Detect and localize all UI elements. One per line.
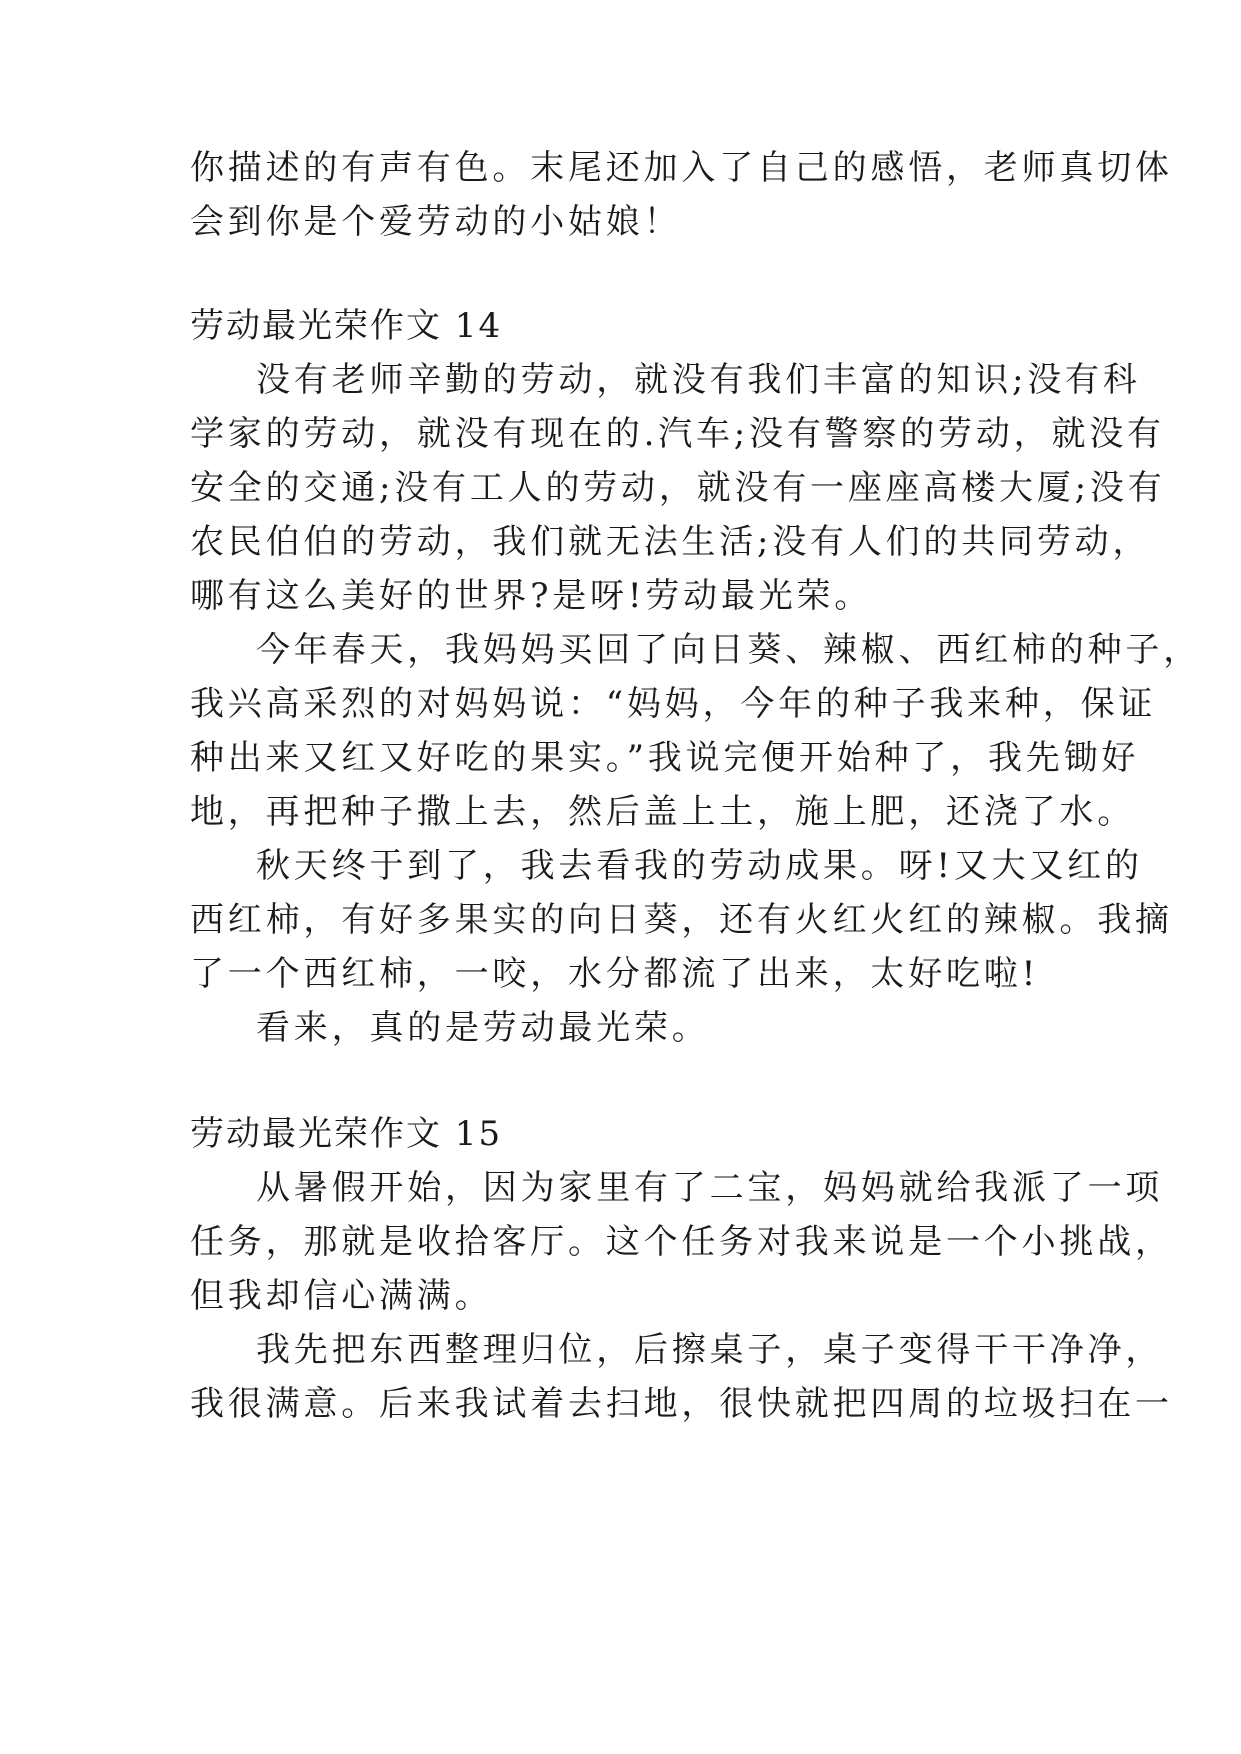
text-line: 哪有这么美好的世界?是呀!劳动最光荣。 xyxy=(190,576,873,616)
text-line: 但我却信心满满。 xyxy=(190,1276,493,1316)
text-line: 看来，真的是劳动最光荣。 xyxy=(256,1008,710,1048)
text-line: 没有老师辛勤的劳动，就没有我们丰富的知识;没有科 xyxy=(256,360,1141,400)
text-line: 任务，那就是收拾客厅。这个任务对我来说是一个小挑战， xyxy=(190,1222,1173,1262)
text-line: 会到你是个爱劳动的小姑娘！ xyxy=(190,202,682,242)
text-line: 我很满意。后来我试着去扫地，很快就把四周的垃圾扫在一 xyxy=(190,1384,1173,1424)
text-line: 安全的交通;没有工人的劳动，就没有一座座高楼大厦;没有 xyxy=(190,468,1166,508)
text-line: 我先把东西整理归位，后擦桌子，桌子变得干干净净， xyxy=(256,1330,1164,1370)
essay-15-title: 劳动最光荣作文 15 xyxy=(190,1114,503,1154)
text-line: 从暑假开始，因为家里有了二宝，妈妈就给我派了一项 xyxy=(256,1168,1164,1208)
text-line: 了一个西红柿，一咬，水分都流了出来，太好吃啦! xyxy=(190,954,1040,994)
text-line: 地，再把种子撒上去，然后盖上土，施上肥，还浇了水。 xyxy=(190,792,1135,832)
text-line: 西红柿，有好多果实的向日葵，还有火红火红的辣椒。我摘 xyxy=(190,900,1173,940)
text-line: 你描述的有声有色。末尾还加入了自己的感悟，老师真切体 xyxy=(190,148,1173,188)
text-line: 农民伯伯的劳动，我们就无法生活;没有人们的共同劳动， xyxy=(190,522,1151,562)
text-line: 我兴高采烈的对妈妈说：“妈妈，今年的种子我来种，保证 xyxy=(190,684,1157,724)
text-line: 种出来又红又好吃的果实。”我说完便开始种了，我先锄好 xyxy=(190,738,1140,778)
essay-14-title: 劳动最光荣作文 14 xyxy=(190,306,503,346)
text-line: 秋天终于到了，我去看我的劳动成果。呀!又大又红的 xyxy=(256,846,1143,886)
text-line: 今年春天，我妈妈买回了向日葵、辣椒、西红柿的种子， xyxy=(256,630,1201,670)
text-line: 学家的劳动，就没有现在的.汽车;没有警察的劳动，就没有 xyxy=(190,414,1165,454)
